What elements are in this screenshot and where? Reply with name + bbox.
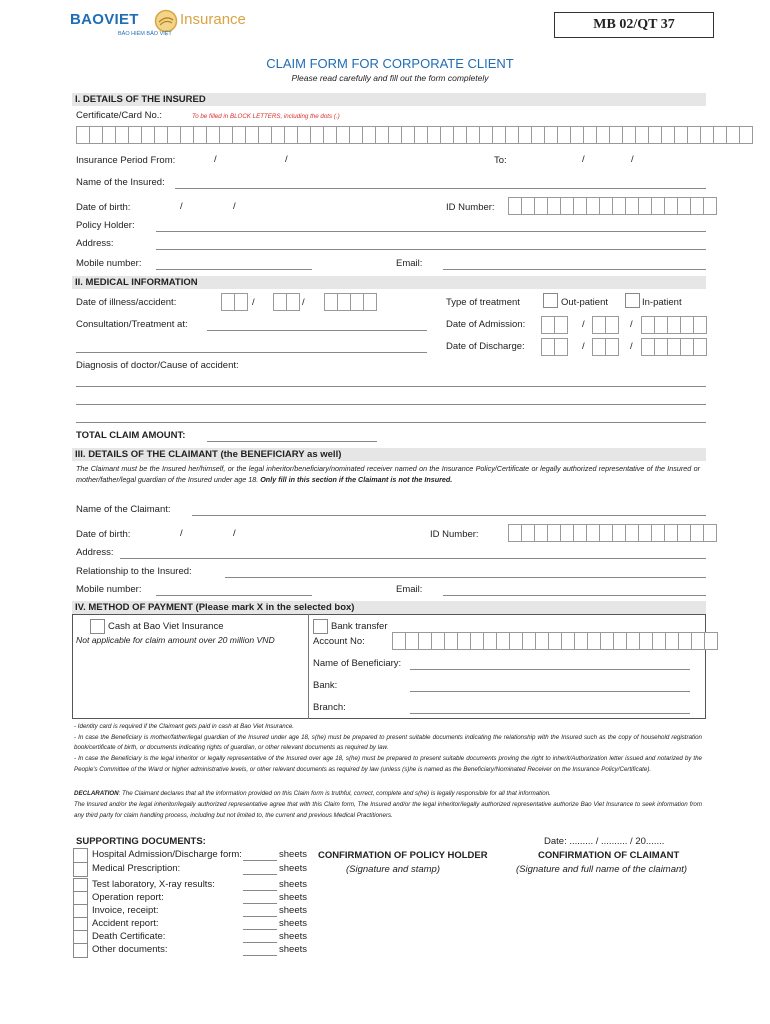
insured-mobile-field[interactable]: [156, 269, 312, 270]
claimant-confirmation-sub: (Signature and full name of the claimant): [516, 864, 688, 875]
note-1: - Identity card is required if the Claimant gets paid in cash at Bao Viet Insurance.: [74, 723, 295, 730]
period-label: Insurance Period From:: [76, 155, 176, 166]
document-label: Test laboratory, X-ray results:: [92, 879, 215, 890]
illness-month-input[interactable]: [273, 293, 299, 311]
document-sheets-unit: sheets: [279, 905, 307, 916]
declaration-label: DECLARATION: [74, 790, 119, 797]
admission-month-input[interactable]: [592, 316, 618, 334]
document-sheets-field[interactable]: [243, 874, 277, 875]
policy-holder-label: Policy Holder:: [76, 220, 135, 231]
bank-transfer-label: Bank transfer: [331, 621, 388, 632]
date-line: Date: ......... / .......... / 20.......: [544, 836, 665, 847]
holder-confirmation-sub: (Signature and stamp): [346, 864, 440, 875]
claimant-note: The Claimant must be the Insured her/himself, or the legal inheritor/beneficiary/nominated receiver named on the Insurance Policy/Certificate or legally authorized representative of the Insured or mother/father/legal guardian of the Insured under age 18. Only fill in this section if the Claimant is not the Insured.: [76, 464, 700, 484]
section-payment-heading: IV. METHOD OF PAYMENT (Please mark X in the selected box): [72, 601, 706, 614]
total-claim-field[interactable]: [207, 441, 377, 442]
discharge-year-input[interactable]: [641, 338, 706, 356]
diagnosis-label: Diagnosis of doctor/Cause of accident:: [76, 360, 239, 371]
illness-day-input[interactable]: [221, 293, 247, 311]
admission-day-input[interactable]: [541, 316, 567, 334]
inpatient-label: In-patient: [642, 297, 682, 308]
logo-emblem-icon: [154, 9, 178, 33]
certificate-note: To be filled in BLOCK LETTERS, including the dots (.): [192, 113, 340, 120]
claimant-id-label: ID Number:: [430, 529, 479, 540]
document-sheets-field[interactable]: [243, 903, 277, 904]
consultation-field[interactable]: [207, 330, 427, 331]
document-sheets-field[interactable]: [243, 942, 277, 943]
period-to-label: To:: [494, 155, 507, 166]
claimant-address-field[interactable]: [120, 558, 706, 559]
logo: [70, 9, 270, 41]
document-sheets-unit: sheets: [279, 918, 307, 929]
diagnosis-field-2[interactable]: [76, 404, 706, 405]
consultation-field-2[interactable]: [76, 352, 427, 353]
illness-year-input[interactable]: [324, 293, 376, 311]
insured-email-label: Email:: [396, 258, 423, 269]
cash-label: Cash at Bao Viet Insurance: [108, 621, 224, 632]
documents-heading: SUPPORTING DOCUMENTS:: [76, 836, 206, 847]
claimant-name-field[interactable]: [192, 515, 706, 516]
claimant-email-field[interactable]: [443, 595, 706, 596]
claimant-mobile-field[interactable]: [156, 595, 312, 596]
note-3: - In case the Beneficiary is the legal inheritor or legally representative of the Insured over age 18, s(he) must be prepared to present suitable documents proving the right to inherit/Authorization letter issued and notarized by the People's Committee of the Ward or higher administrative levels, or other relevant documents as required by law (unless (s)he is named as the Beneficiary/Nominated Receiver on the Insurance Policy/Certificate).: [74, 755, 702, 773]
document-sheets-unit: sheets: [279, 849, 307, 860]
admission-label: Date of Admission:: [446, 319, 526, 330]
branch-label: Branch:: [313, 702, 346, 713]
logo-brand: BAOVIET: [70, 11, 139, 28]
notes-block: [74, 722, 702, 776]
document-checkbox[interactable]: [73, 862, 88, 877]
certificate-input[interactable]: [76, 126, 752, 144]
document-label: Other documents:: [92, 944, 168, 955]
policy-holder-field[interactable]: [156, 231, 706, 232]
discharge-label: Date of Discharge:: [446, 341, 525, 352]
outpatient-checkbox[interactable]: [543, 293, 558, 308]
document-sheets-unit: sheets: [279, 892, 307, 903]
document-label: Invoice, receipt:: [92, 905, 159, 916]
bank-label: Bank:: [313, 680, 338, 691]
insured-mobile-label: Mobile number:: [76, 258, 142, 269]
logo-sub: BẢO HIỂM BẢO VIỆT: [118, 31, 172, 37]
note-2: - In case the Beneficiary is mother/father/legal guardian of the Insured under age 18, s(he) must be prepared to present suitable documents indicating the relationship with the Insured such as the copy of household registration book/certificate of birth, or documents indicating rights of guardian, or other relevant documents as required by law.: [74, 733, 702, 752]
document-label: Death Certificate:: [92, 931, 166, 942]
page-title: CLAIM FORM FOR CORPORATE CLIENT: [266, 56, 514, 71]
bank-field[interactable]: [410, 691, 690, 692]
admission-year-input[interactable]: [641, 316, 706, 334]
section-claimant-heading: III. DETAILS OF THE CLAIMANT (the BENEFICIARY as well): [72, 448, 706, 461]
payment-divider: [308, 614, 309, 719]
insured-email-field[interactable]: [443, 269, 706, 270]
document-checkbox[interactable]: [73, 943, 88, 958]
declaration-block: DECLARATION: The Claimant declares that all the information provided on this Claim form is truthful, correct, complete and s(he) is legally responsible for all that information. The Insured and/or the legal inheritor/legally authorized representative agree that with this Claim form, The Insured and/or the legal inheritor/legally authorized representative authorize Bao Viet Insurance to seek information from any third party for claim handling process, including but not limited to, the current and previous Medical Practitioners.: [74, 790, 702, 819]
discharge-month-input[interactable]: [592, 338, 618, 356]
cash-checkbox[interactable]: [90, 619, 105, 634]
claimant-name-label: Name of the Claimant:: [76, 504, 171, 515]
document-label: Medical Prescription:: [92, 863, 181, 874]
document-sheets-field[interactable]: [243, 916, 277, 917]
diagnosis-field-3[interactable]: [76, 422, 706, 423]
total-claim-label: TOTAL CLAIM AMOUNT:: [76, 430, 186, 441]
declaration-2: The Insured and/or the legal inheritor/legally authorized representative agree that with this Claim form, The Insured and/or the legal inheritor/legally authorized representative authorize Bao Viet Insurance to seek information from any third party for claim handling process, including but not limited to, the current and previous Medical Practitioners.: [74, 801, 702, 819]
beneficiary-field[interactable]: [410, 669, 690, 670]
insured-name-field[interactable]: [175, 188, 706, 189]
document-sheets-field[interactable]: [243, 890, 277, 891]
insured-id-input[interactable]: [508, 197, 716, 215]
discharge-day-input[interactable]: [541, 338, 567, 356]
outpatient-label: Out-patient: [561, 297, 608, 308]
treatment-type-label: Type of treatment: [446, 297, 520, 308]
insured-id-label: ID Number:: [446, 202, 495, 213]
claimant-address-label: Address:: [76, 547, 114, 558]
document-label: Operation report:: [92, 892, 164, 903]
insured-name-label: Name of the Insured:: [76, 177, 165, 188]
inpatient-checkbox[interactable]: [625, 293, 640, 308]
document-checkbox[interactable]: [73, 848, 88, 863]
insured-address-field[interactable]: [156, 249, 706, 250]
document-sheets-unit: sheets: [279, 879, 307, 890]
branch-field[interactable]: [410, 713, 690, 714]
bank-transfer-checkbox[interactable]: [313, 619, 328, 634]
claimant-mobile-label: Mobile number:: [76, 584, 142, 595]
account-label: Account No:: [313, 636, 365, 647]
section-medical-heading: II. MEDICAL INFORMATION: [72, 276, 706, 289]
holder-confirmation-title: CONFIRMATION OF POLICY HOLDER: [318, 850, 488, 861]
illness-date-label: Date of illness/accident:: [76, 297, 177, 308]
document-sheets-field[interactable]: [243, 929, 277, 930]
cash-note: Not applicable for claim amount over 20 million VND: [76, 635, 275, 645]
page-subtitle: Please read carefully and fill out the form completely: [291, 73, 489, 83]
form-code: MB 02/QT 37: [554, 12, 714, 38]
document-sheets-unit: sheets: [279, 931, 307, 942]
claimant-confirmation-title: CONFIRMATION OF CLAIMANT: [538, 850, 680, 861]
relationship-label: Relationship to the Insured:: [76, 566, 192, 577]
diagnosis-field-1[interactable]: [76, 386, 706, 387]
claimant-dob-label: Date of birth:: [76, 529, 131, 540]
beneficiary-label: Name of Beneficiary:: [313, 658, 402, 669]
certificate-label: Certificate/Card No.:: [76, 110, 163, 121]
insured-address-label: Address:: [76, 238, 114, 249]
consultation-label: Consultation/Treatment at:: [76, 319, 188, 330]
insured-dob-label: Date of birth:: [76, 202, 131, 213]
document-label: Accident report:: [92, 918, 159, 929]
document-sheets-unit: sheets: [279, 863, 307, 874]
relationship-field[interactable]: [225, 577, 706, 578]
claimant-id-input[interactable]: [508, 524, 716, 542]
claimant-email-label: Email:: [396, 584, 423, 595]
logo-insurance: Insurance: [180, 11, 246, 28]
account-number-input[interactable]: [392, 632, 717, 650]
document-sheets-field[interactable]: [243, 955, 277, 956]
document-sheets-unit: sheets: [279, 944, 307, 955]
document-label: Hospital Admission/Discharge form:: [92, 849, 242, 860]
document-sheets-field[interactable]: [243, 860, 277, 861]
section-insured-heading: I. DETAILS OF THE INSURED: [72, 93, 706, 106]
